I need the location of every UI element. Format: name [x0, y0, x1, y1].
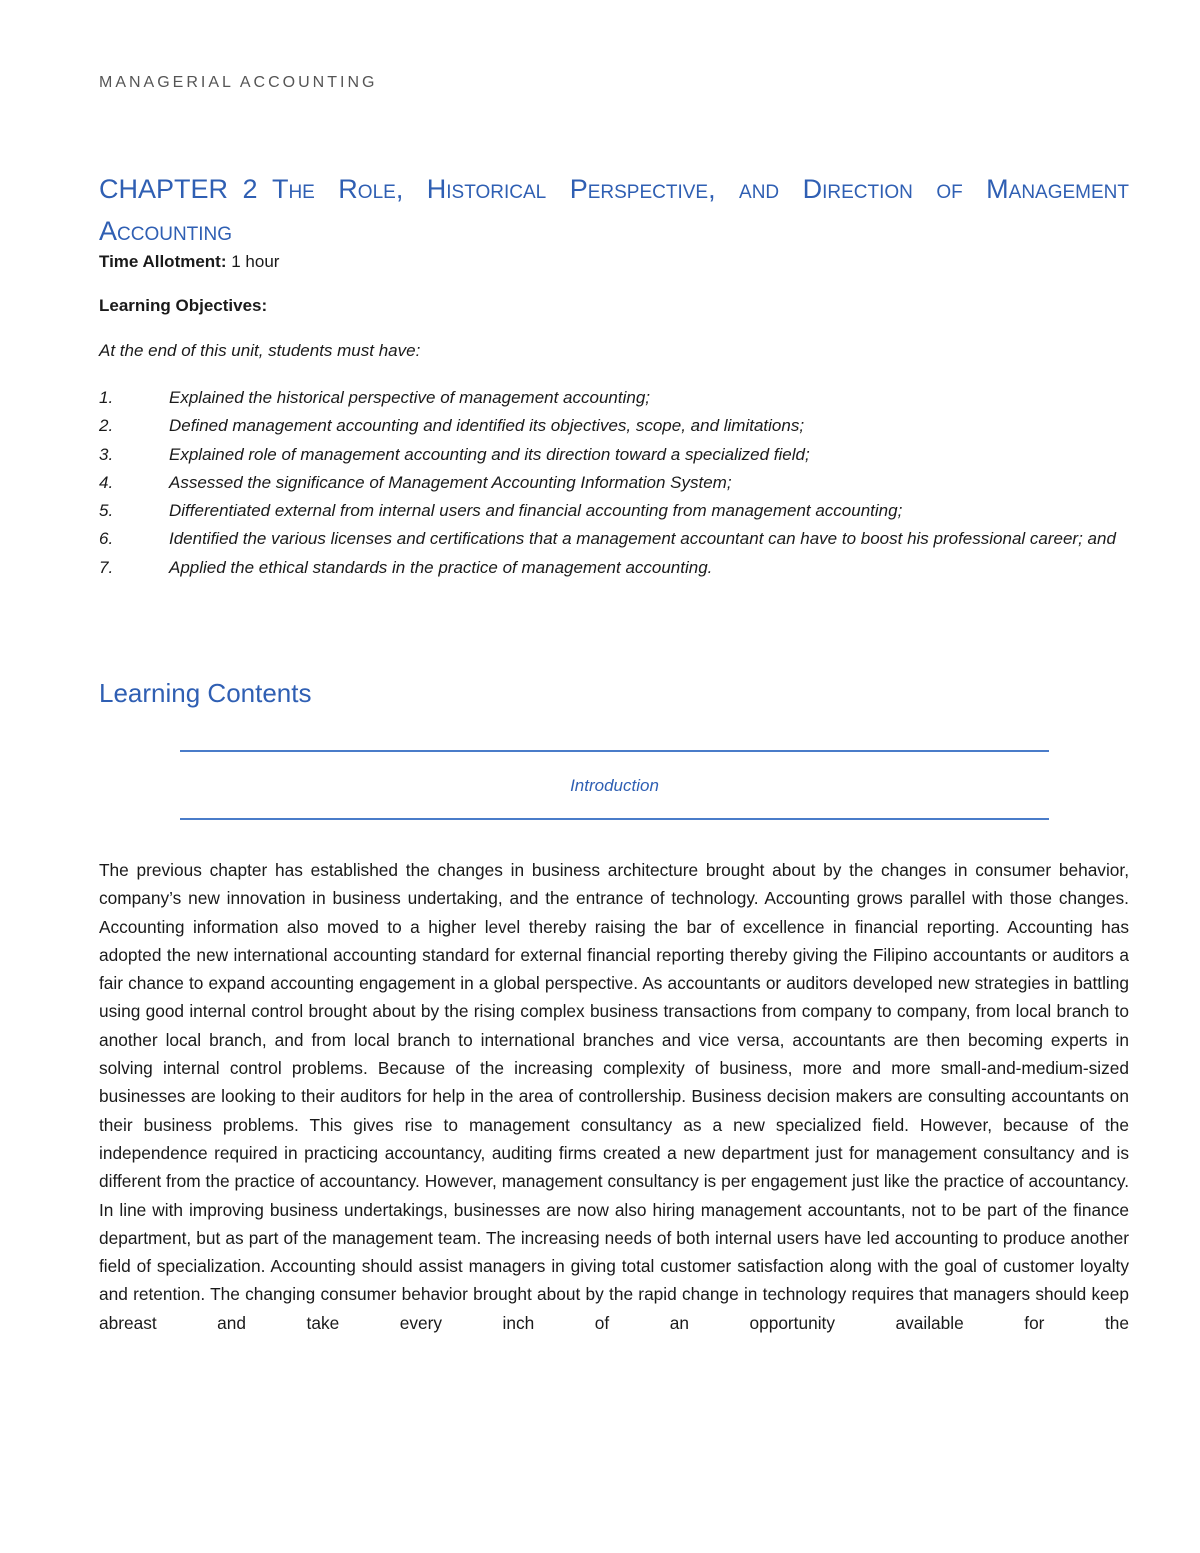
section-divider-bottom	[180, 818, 1049, 820]
chapter-title	[99, 168, 1129, 252]
objective-text: Applied the ethical standards in the practice of management accounting.	[169, 557, 713, 577]
objective-number: 1.	[99, 388, 114, 407]
objective-text: Explained the historical perspective of management accounting;	[169, 388, 651, 407]
objective-text: Identified the various licenses and certifications that a management accountant can have to boost his professional career; and	[169, 529, 1116, 549]
objective-item	[99, 469, 1129, 497]
learning-objectives-intro: At the end of this unit, students must have:	[99, 341, 421, 360]
time-allotment	[99, 252, 279, 272]
objective-number: 6.	[99, 529, 114, 549]
introduction-label: Introduction	[570, 776, 659, 795]
time-allotment-value: 1 hour	[231, 252, 280, 271]
objective-text: Defined management accounting and identified its objectives, scope, and limitations;	[169, 416, 805, 436]
objective-item	[99, 525, 1129, 553]
objective-number: 4.	[99, 472, 114, 492]
chapter-number: CHAPTER 2	[99, 174, 258, 204]
objective-item	[99, 412, 1129, 440]
learning-objectives-label: Learning Objectives:	[99, 296, 268, 315]
objective-number: 2.	[99, 416, 114, 436]
objective-item	[99, 497, 1129, 525]
objective-text: Assessed the significance of Management Accounting Information System;	[169, 472, 732, 492]
objective-number: 7.	[99, 557, 114, 577]
introduction-paragraph: The previous chapter has established the changes in business architecture brought about by the changes in consumer behavior, company’s new innovation in business undertaking, and the entrance of technology. Accounting grows parallel with those changes. Accounting information also moved to a higher level thereby raising the bar of excellence in financial reporting. Accounting has adopted the new international accounting standard for external financial reporting thereby giving the Filipino accountants or auditors a fair chance to expand accounting engagement in a global perspective. As accountants or auditors developed new strategies in battling using good internal control brought about by the rising complex business transactions from company to company, from local branch to another local branch, and from local branch to international branches and vice versa, accountants are then becoming experts in solving internal control problems. Because of the increasing complexity of business, more and more small-and-medium-sized businesses are looking to their auditors for help in the area of controllership. Business decision makers are consulting accountants on their business problems. This gives rise to management consultancy as a new specialized field. However, because of the independence required in practicing accountancy, auditing firms created a new department just for management consultancy and is different from the practice of accountancy. However, management consultancy is per engagement just like the practice of accountancy. In line with improving business undertakings, businesses are now also hiring management accountants, not to be part of the finance department, but as part of the management team. The increasing needs of both internal users have led accounting to produce another field of specialization. Accounting should assist managers in giving total customer satisfaction along with the goal of customer loyalty and retention. The changing consumer behavior brought about by the rapid change in technology requires that managers should keep abreast and take every inch of an opportunity available for the	[99, 860, 1129, 1333]
objective-item	[99, 384, 1129, 412]
objective-number: 5.	[99, 501, 114, 521]
section-divider-top	[180, 750, 1049, 752]
objective-text: Differentiated external from internal users and financial accounting from management accounting;	[169, 501, 903, 521]
time-allotment-label: Time Allotment:	[99, 252, 227, 271]
running-header: MANAGERIAL ACCOUNTING	[99, 74, 378, 91]
objective-number: 3.	[99, 444, 114, 464]
learning-objectives-list	[99, 384, 1129, 582]
learning-contents-heading: Learning Contents	[99, 678, 312, 708]
objective-item	[99, 554, 1129, 582]
chapter-title-text: The Role, Historical Perspective, and Direction of Management Accounting	[99, 174, 1129, 246]
objective-item	[99, 441, 1129, 469]
objective-text: Explained role of management accounting and its direction toward a specialized field;	[169, 444, 810, 464]
